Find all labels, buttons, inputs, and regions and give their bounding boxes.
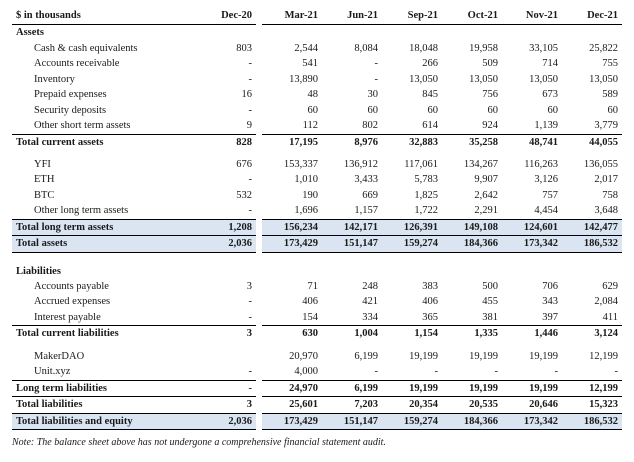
row-label: Other short term assets <box>34 120 131 132</box>
row-value: 1,696 <box>294 205 318 217</box>
row-value: 1,208 <box>196 219 256 235</box>
row-value: 2,036 <box>196 413 256 429</box>
row-value: 153,337 <box>283 158 318 170</box>
row-value: 1,004 <box>322 326 382 342</box>
row-value: 7,203 <box>322 397 382 413</box>
row-value: 397 <box>542 311 558 323</box>
row-value <box>322 25 382 41</box>
table-row <box>12 72 622 87</box>
row-label: Long term liabilities <box>12 380 196 396</box>
row-value: 20,354 <box>382 397 442 413</box>
row-value <box>262 25 322 41</box>
row-value: 2,084 <box>594 296 618 308</box>
table-row <box>12 87 622 102</box>
row-value: 173,342 <box>502 413 562 429</box>
row-value: 4,000 <box>294 366 318 378</box>
row-value: 3,779 <box>594 120 618 132</box>
row-value: 8,976 <box>322 134 382 150</box>
row-label: Unit.xyz <box>34 366 71 378</box>
row-value: 18,048 <box>409 42 438 54</box>
table-row <box>12 349 622 364</box>
row-label: Accounts receivable <box>34 58 120 70</box>
row-value: 60 <box>547 104 558 116</box>
row-value: 156,234 <box>262 219 322 235</box>
table-row <box>12 279 622 294</box>
row-label: Cash & cash equivalents <box>34 42 138 54</box>
row-value: 12,199 <box>562 380 622 396</box>
row-value: 455 <box>482 296 498 308</box>
row-value: 381 <box>482 311 498 323</box>
row-value: 383 <box>422 281 438 292</box>
row-value: 159,274 <box>382 413 442 429</box>
row-value: 1,722 <box>414 205 438 217</box>
row-value: 19,199 <box>442 380 502 396</box>
row-value: 2,642 <box>474 189 498 201</box>
row-value: 3,433 <box>354 174 378 186</box>
row-value: - <box>614 366 618 378</box>
row-value: 151,147 <box>322 236 382 252</box>
row-value: 190 <box>302 189 318 201</box>
row-value: - <box>248 296 252 308</box>
row-label: Prepaid expenses <box>34 89 107 101</box>
row-value: 60 <box>367 104 378 116</box>
row-value: 3 <box>196 397 256 413</box>
row-value: 2,544 <box>294 42 318 54</box>
row-label: YFI <box>34 158 51 170</box>
row-value: 6,199 <box>322 380 382 396</box>
row-value: 421 <box>362 296 378 308</box>
row-value: 19,199 <box>409 350 438 362</box>
row-value: 12,199 <box>589 350 618 362</box>
row-value: 136,912 <box>343 158 378 170</box>
row-value <box>562 25 622 41</box>
row-value: 541 <box>302 58 318 70</box>
row-label: MakerDAO <box>34 350 85 362</box>
row-value: 20,535 <box>442 397 502 413</box>
row-value <box>196 25 256 41</box>
row-value: 1,154 <box>382 326 442 342</box>
row-spacer <box>12 150 622 157</box>
row-value: 17,195 <box>262 134 322 150</box>
row-value: 159,274 <box>382 236 442 252</box>
row-value: 8,084 <box>354 42 378 54</box>
row-value: - <box>248 366 252 378</box>
row-value: 9 <box>246 120 252 132</box>
table-row-total-long-term-assets <box>12 219 622 235</box>
row-value: 13,050 <box>409 73 438 85</box>
row-value: 117,061 <box>404 158 438 170</box>
row-value: 151,147 <box>322 413 382 429</box>
row-value: 142,171 <box>322 219 382 235</box>
row-value: 173,429 <box>262 413 322 429</box>
row-label: Liabilities <box>16 265 61 277</box>
table-row-long-term-liabilities <box>12 380 622 396</box>
row-label: Inventory <box>34 73 75 85</box>
row-value: 3,126 <box>534 174 558 186</box>
table-row <box>12 41 622 56</box>
row-value: 589 <box>602 89 618 101</box>
row-value: 5,783 <box>414 174 438 186</box>
row-value: 673 <box>542 89 558 101</box>
column-header-oct21: Oct-21 <box>442 8 502 25</box>
table-row <box>12 172 622 187</box>
row-value: 1,157 <box>354 205 378 217</box>
table-row <box>12 294 622 309</box>
row-value: - <box>248 205 252 217</box>
row-value: 757 <box>542 189 558 201</box>
footnote: Note: The balance sheet above has not undergone a comprehensive financial statement audit. <box>12 436 386 448</box>
row-value: 112 <box>302 120 318 132</box>
row-value: 828 <box>196 134 256 150</box>
row-value: 19,958 <box>469 42 498 54</box>
row-value: 406 <box>302 296 318 308</box>
row-value <box>262 264 322 279</box>
row-value: 60 <box>607 104 618 116</box>
row-value: 803 <box>236 42 252 54</box>
row-value <box>562 264 622 279</box>
row-label: BTC <box>34 189 55 201</box>
row-value: 13,050 <box>589 73 618 85</box>
row-value: 25,601 <box>262 397 322 413</box>
table-row-total-current-liabilities <box>12 326 622 342</box>
row-label: Accounts payable <box>34 281 109 292</box>
row-value: 411 <box>602 311 618 323</box>
row-value: - <box>248 104 252 116</box>
table-row <box>12 310 622 326</box>
row-value: 20,646 <box>502 397 562 413</box>
row-value: - <box>374 73 378 85</box>
row-value: 142,477 <box>562 219 622 235</box>
row-value: - <box>196 380 256 396</box>
table-row <box>12 56 622 71</box>
row-value: 9,907 <box>474 174 498 186</box>
row-value <box>502 264 562 279</box>
row-value: 845 <box>422 89 438 101</box>
row-value: 19,199 <box>529 350 558 362</box>
row-value: 248 <box>362 281 378 292</box>
row-value: - <box>248 73 252 85</box>
row-value: - <box>554 366 558 378</box>
row-value: - <box>248 58 252 70</box>
balance-sheet-document <box>0 8 634 462</box>
row-value: 3 <box>246 281 252 292</box>
column-header-dec21: Dec-21 <box>562 8 622 25</box>
row-value: 2,291 <box>474 205 498 217</box>
table-row-total-current-assets <box>12 134 622 150</box>
row-label: Total long term assets <box>12 219 196 235</box>
row-value: 802 <box>362 120 378 132</box>
row-value: 13,890 <box>289 73 318 85</box>
row-label: Security deposits <box>34 104 107 116</box>
row-value: 35,258 <box>442 134 502 150</box>
row-value: 756 <box>482 89 498 101</box>
row-value: 630 <box>262 326 322 342</box>
row-value: - <box>494 366 498 378</box>
row-value: 365 <box>422 311 438 323</box>
row-value: 4,454 <box>534 205 558 217</box>
row-value: 60 <box>487 104 498 116</box>
row-spacer <box>12 342 622 349</box>
row-value: 406 <box>422 296 438 308</box>
row-value: 32,883 <box>382 134 442 150</box>
row-value <box>322 264 382 279</box>
row-value <box>442 25 502 41</box>
row-value: 614 <box>422 120 438 132</box>
table-row-total-assets <box>12 236 622 252</box>
row-value: 60 <box>307 104 318 116</box>
row-value: 1,010 <box>294 174 318 186</box>
row-value: 186,532 <box>562 413 622 429</box>
row-label: Total liabilities and equity <box>12 413 196 429</box>
table-row <box>12 118 622 134</box>
row-value: 6,199 <box>354 350 378 362</box>
row-value: 334 <box>362 311 378 323</box>
row-value: 19,199 <box>469 350 498 362</box>
table-row-total-liabilities <box>12 397 622 413</box>
table-row <box>12 103 622 118</box>
row-value: 1,825 <box>414 189 438 201</box>
row-value: 184,366 <box>442 413 502 429</box>
row-label: Total current liabilities <box>12 326 196 342</box>
row-value: 186,532 <box>562 236 622 252</box>
row-value: 669 <box>362 189 378 201</box>
row-value: 532 <box>236 189 252 201</box>
row-value: 48 <box>307 89 318 101</box>
row-value: 134,267 <box>463 158 498 170</box>
row-label: Other long term assets <box>34 205 129 217</box>
column-header-jun21: Jun-21 <box>322 8 382 25</box>
row-value: 71 <box>307 281 318 292</box>
table-row <box>12 203 622 219</box>
row-value: 173,429 <box>262 236 322 252</box>
row-value: 126,391 <box>382 219 442 235</box>
column-header-mar21: Mar-21 <box>262 8 322 25</box>
row-label: ETH <box>34 174 55 186</box>
row-value: 3,648 <box>594 205 618 217</box>
row-value <box>442 264 502 279</box>
row-value: 676 <box>236 158 252 170</box>
row-value: 44,055 <box>562 134 622 150</box>
table-row <box>12 157 622 172</box>
row-value: - <box>248 311 252 323</box>
row-value: 924 <box>482 120 498 132</box>
row-value <box>196 264 256 279</box>
row-value: 1,446 <box>502 326 562 342</box>
row-value: 184,366 <box>442 236 502 252</box>
row-value <box>196 349 256 364</box>
column-header-nov21: Nov-21 <box>502 8 562 25</box>
row-value: 3 <box>196 326 256 342</box>
row-value: 25,822 <box>589 42 618 54</box>
row-value: 136,055 <box>583 158 618 170</box>
row-value: 154 <box>302 311 318 323</box>
row-value: 3,124 <box>562 326 622 342</box>
row-value: 500 <box>482 281 498 292</box>
table-row <box>12 25 622 41</box>
row-value: 48,741 <box>502 134 562 150</box>
row-value: 343 <box>542 296 558 308</box>
row-value: 2,017 <box>594 174 618 186</box>
row-value: 33,105 <box>529 42 558 54</box>
row-value: 714 <box>542 58 558 70</box>
row-value: 13,050 <box>529 73 558 85</box>
row-value: 60 <box>427 104 438 116</box>
row-value: 24,970 <box>262 380 322 396</box>
row-value: 706 <box>542 281 558 292</box>
row-value: - <box>374 366 378 378</box>
table-row <box>12 364 622 380</box>
row-value <box>382 264 442 279</box>
row-value: 1,139 <box>534 120 558 132</box>
row-value: 2,036 <box>196 236 256 252</box>
row-value <box>502 25 562 41</box>
row-value: 20,970 <box>289 350 318 362</box>
unit-label: $ in thousands <box>12 8 196 25</box>
row-label: Assets <box>16 27 44 39</box>
row-label: Total assets <box>12 236 196 252</box>
row-value: 116,263 <box>524 158 558 170</box>
column-header-dec20: Dec-20 <box>196 8 256 25</box>
table-header-row <box>12 8 622 25</box>
table-row <box>12 264 622 279</box>
row-value: 30 <box>367 89 378 101</box>
row-label: Accrued expenses <box>34 296 111 308</box>
row-value: 124,601 <box>502 219 562 235</box>
row-value: - <box>248 174 252 186</box>
row-spacer <box>12 252 622 264</box>
row-value: 13,050 <box>469 73 498 85</box>
row-value: - <box>374 58 378 70</box>
row-value: 149,108 <box>442 219 502 235</box>
row-value: - <box>434 366 438 378</box>
row-label: Total liabilities <box>12 397 196 413</box>
row-value: 19,199 <box>502 380 562 396</box>
row-label: Total current assets <box>12 134 196 150</box>
row-value: 266 <box>422 58 438 70</box>
row-value: 15,323 <box>562 397 622 413</box>
row-value: 755 <box>602 58 618 70</box>
table-row <box>12 188 622 203</box>
row-label: Interest payable <box>34 311 101 323</box>
row-value: 758 <box>602 189 618 201</box>
row-value: 509 <box>482 58 498 70</box>
table-row-total-liabilities-and-equity <box>12 413 622 429</box>
row-value: 173,342 <box>502 236 562 252</box>
row-value <box>382 25 442 41</box>
row-value: 16 <box>241 89 252 101</box>
column-header-sep21: Sep-21 <box>382 8 442 25</box>
row-value: 629 <box>602 281 618 292</box>
row-value: 19,199 <box>382 380 442 396</box>
balance-sheet-table <box>12 8 622 430</box>
row-value: 1,335 <box>442 326 502 342</box>
